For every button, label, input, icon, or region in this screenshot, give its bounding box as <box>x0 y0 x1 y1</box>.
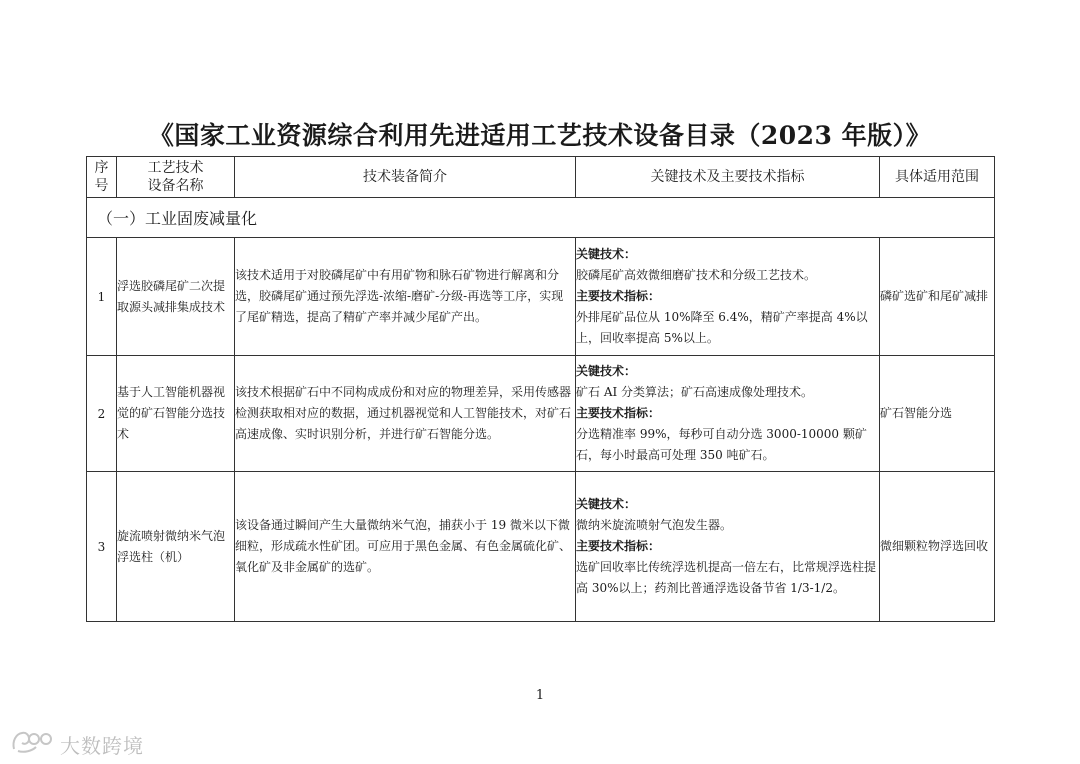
catalog-table <box>86 156 995 622</box>
key-tech-text: 矿石 AI 分类算法；矿石高速成像处理技术。 <box>576 385 814 399</box>
index-text: 选矿回收率比传统浮选机提高一倍左右，比常规浮选柱提高 30%以上；药剂比普通浮选设备节省 1/3-1/2。 <box>576 560 877 595</box>
cat-logo-icon <box>10 729 56 759</box>
row-no: 2 <box>87 356 117 472</box>
page-number: 1 <box>535 688 545 703</box>
row-name: 基于人工智能机器视觉的矿石智能分选技术 <box>117 356 235 472</box>
index-label: 主要技术指标： <box>576 289 661 303</box>
index-label: 主要技术指标： <box>576 406 661 420</box>
document-title: 《国家工业资源综合利用先进适用工艺技术设备目录（2023 年版）》 <box>148 121 932 150</box>
row-name: 浮选胶磷尾矿二次提取源头减排集成技术 <box>117 238 235 356</box>
key-tech-label: 关键技术： <box>576 247 637 261</box>
key-tech-text: 微纳米旋流喷射气泡发生器。 <box>576 518 733 532</box>
header-intro: 技术装备简介 <box>235 157 576 198</box>
key-tech-label: 关键技术： <box>576 364 637 378</box>
watermark <box>10 730 144 758</box>
row-intro: 该技术适用于对胶磷尾矿中有用矿物和脉石矿物进行解离和分选，胶磷尾矿通过预先浮选-浓缩-磨矿-分级-再选等工序，实现了尾矿精选，提高了精矿产率并减少尾矿产出。 <box>235 238 576 356</box>
table-header-row <box>87 157 995 198</box>
row-no: 3 <box>87 472 117 622</box>
row-scope: 矿石智能分选 <box>880 356 995 472</box>
row-key <box>576 238 880 356</box>
header-key: 关键技术及主要技术指标 <box>576 157 880 198</box>
row-intro: 该设备通过瞬间产生大量微纳米气泡，捕获小于 19 微米以下微细粒，形成疏水性矿团。可应用于黑色金属、有色金属硫化矿、氧化矿及非金属矿的选矿。 <box>235 472 576 622</box>
header-no: 序号 <box>87 157 117 198</box>
row-name: 旋流喷射微纳米气泡浮选柱（机） <box>117 472 235 622</box>
watermark-text: 大数跨境 <box>60 733 144 758</box>
row-intro: 该技术根据矿石中不同构成成份和对应的物理差异，采用传感器检测获取相对应的数据，通过机器视觉和人工智能技术，对矿石高速成像、实时识别分析，并进行矿石智能分选。 <box>235 356 576 472</box>
key-tech-text: 胶磷尾矿高效微细磨矿技术和分级工艺技术。 <box>576 268 817 282</box>
index-text: 外排尾矿品位从 10%降至 6.4%，精矿产率提高 4%以上，回收率提高 5%以上。 <box>576 310 868 345</box>
table-row <box>87 472 995 622</box>
row-scope: 微细颗粒物浮选回收 <box>880 472 995 622</box>
row-key <box>576 472 880 622</box>
key-tech-label: 关键技术： <box>576 497 637 511</box>
section-title: （一）工业固废减量化 <box>87 198 995 238</box>
index-label: 主要技术指标： <box>576 539 661 553</box>
header-name: 工艺技术设备名称 <box>117 157 235 198</box>
table-row <box>87 356 995 472</box>
row-key <box>576 356 880 472</box>
section-row <box>87 198 995 238</box>
row-no: 1 <box>87 238 117 356</box>
row-scope: 磷矿选矿和尾矿减排 <box>880 238 995 356</box>
index-text: 分选精准率 99%，每秒可自动分选 3000-10000 颗矿石，每小时最高可处理 350 吨矿石。 <box>576 427 867 462</box>
header-scope: 具体适用范围 <box>880 157 995 198</box>
table-row <box>87 238 995 356</box>
